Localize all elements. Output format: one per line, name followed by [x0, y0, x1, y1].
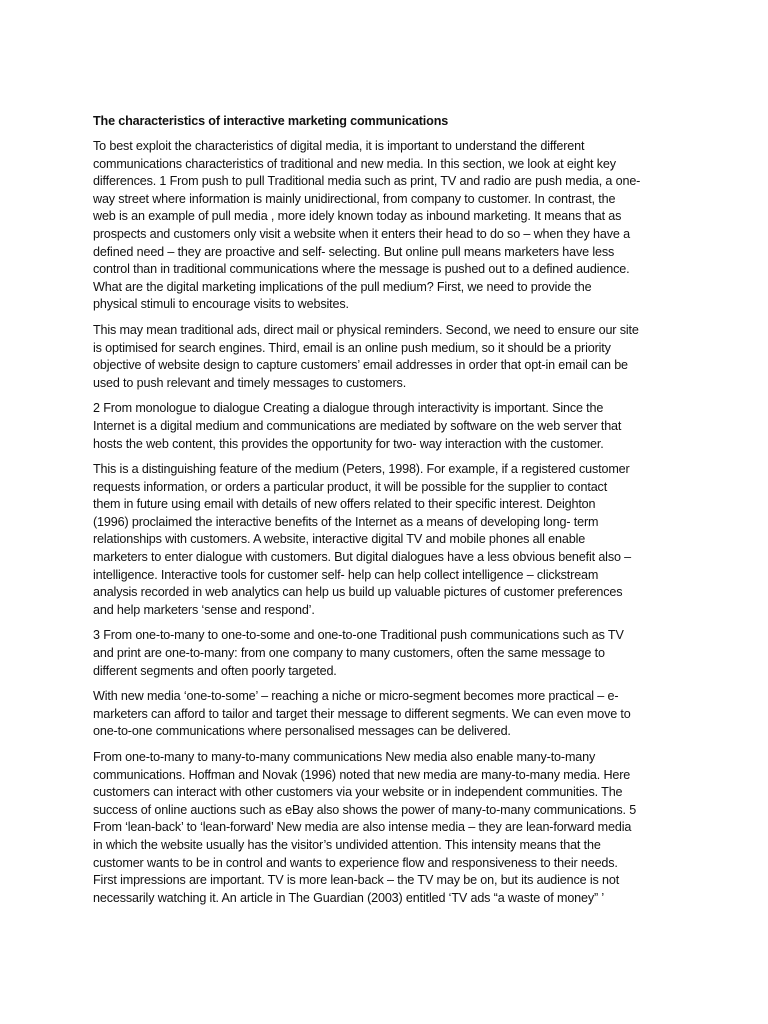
text-line: This is a distinguishing feature of the medium (Peters, 1998). For example, if a registered customer: [93, 462, 630, 477]
text-line: success of online auctions such as eBay also shows the power of many-to-many communications. 5: [93, 802, 637, 817]
paragraph: [93, 627, 678, 680]
text-line: hosts the web content, this provides the opportunity for two- way interaction with the customer.: [93, 436, 604, 451]
text-line: objective of website design to capture customers’ email addresses in order that opt-in email can be: [93, 358, 628, 373]
text-line: (1996) proclaimed the interactive benefits of the Internet as a means of developing long- term: [93, 514, 599, 529]
text-line: prospects and customers only visit a website when it enters their head to do so – when they have a: [93, 226, 630, 241]
paragraph: [93, 138, 678, 314]
text-line: 2 From monologue to dialogue Creating a dialogue through interactivity is important. Since the: [93, 401, 604, 416]
text-line: First impressions are important. TV is more lean-back – the TV may be on, but its audience is not: [93, 873, 620, 888]
text-line: is optimised for search engines. Third, email is an online push medium, so it should be a priority: [93, 340, 611, 355]
text-line: To best exploit the characteristics of digital media, it is important to understand the different: [93, 139, 585, 153]
text-line: This may mean traditional ads, direct mail or physical reminders. Second, we need to ensure our site: [93, 322, 639, 337]
text-line: necessarily watching it. An article in The Guardian (2003) entitled ‘TV ads “a waste of money” ’: [93, 890, 605, 905]
text-line: analysis recorded in web analytics can help us build up valuable pictures of customer preferences: [93, 585, 623, 600]
document-title: The characteristics of interactive marketing communications: [93, 114, 449, 128]
text-line: 3 From one-to-many to one-to-some and one-to-one Traditional push communications such as TV: [93, 628, 624, 643]
paragraph: [93, 461, 678, 619]
text-line: marketers to enter dialogue with customers. But digital dialogues have a less obvious benefit also –: [93, 550, 632, 565]
text-line: different segments and often poorly targeted.: [93, 663, 337, 678]
text-line: them in future using email with details of new offers related to their specific interest. Deighton: [93, 497, 596, 512]
text-line: and help marketers ‘sense and respond’.: [93, 602, 315, 617]
text-line: With new media ‘one-to-some’ – reaching a niche or micro-segment becomes more practical – e-: [93, 689, 619, 704]
text-line: intelligence. Interactive tools for customer self- help can help collect intelligence – clickstream: [93, 567, 599, 582]
text-line: communications characteristics of traditional and new media. In this section, we look at eight key: [93, 156, 616, 171]
text-line: From one-to-many to many-to-many communications New media also enable many-to-many: [93, 750, 596, 764]
text-line: communications. Hoffman and Novak (1996) noted that new media are many-to-many media. Here: [93, 767, 631, 782]
text-line: requests information, or orders a particular product, it will be possible for the supplier to contact: [93, 479, 608, 494]
paragraph: [93, 400, 678, 453]
text-line: in which the website usually has the visitor’s undivided attention. This intensity means that the: [93, 837, 601, 852]
text-line: used to push relevant and timely messages to customers.: [93, 375, 407, 390]
text-line: one-to-one communications where personalised messages can be delivered.: [93, 724, 511, 739]
text-line: way street where information is mainly unidirectional, from company to customer. In contrast, the: [93, 191, 616, 206]
paragraph: [93, 749, 678, 907]
text-line: What are the digital marketing implications of the pull medium? First, we need to provide the: [93, 279, 592, 294]
document-body: [93, 138, 678, 907]
text-line: From ‘lean-back’ to ‘lean-forward’ New media are also intense media – they are lean-forward media: [93, 820, 632, 835]
text-line: physical stimuli to encourage visits to websites.: [93, 297, 349, 312]
paragraph: [93, 322, 678, 392]
text-line: web is an example of pull media , more idely known today as inbound marketing. It means that as: [93, 209, 622, 224]
text-line: relationships with customers. A website, interactive digital TV and mobile phones all enable: [93, 532, 586, 547]
text-line: control than in traditional communications where the message is pushed out to a defined audience.: [93, 262, 630, 277]
text-line: marketers can afford to tailor and target their message to different segments. We can even move to: [93, 706, 631, 721]
paragraph: [93, 688, 678, 741]
text-line: defined need – they are proactive and self- selecting. But online pull means marketers have less: [93, 244, 615, 259]
document-page: [93, 112, 678, 915]
text-line: customers can interact with other customers via your website or in independent communities. The: [93, 785, 623, 800]
text-line: differences. 1 From push to pull Traditional media such as print, TV and radio are push media, a one-: [93, 174, 641, 189]
text-line: Internet is a digital medium and communications are mediated by software on the web server that: [93, 418, 622, 433]
text-line: and print are one-to-many: from one company to many customers, often the same message to: [93, 646, 605, 661]
text-line: customer wants to be in control and wants to experience flow and responsiveness to their needs.: [93, 855, 618, 870]
